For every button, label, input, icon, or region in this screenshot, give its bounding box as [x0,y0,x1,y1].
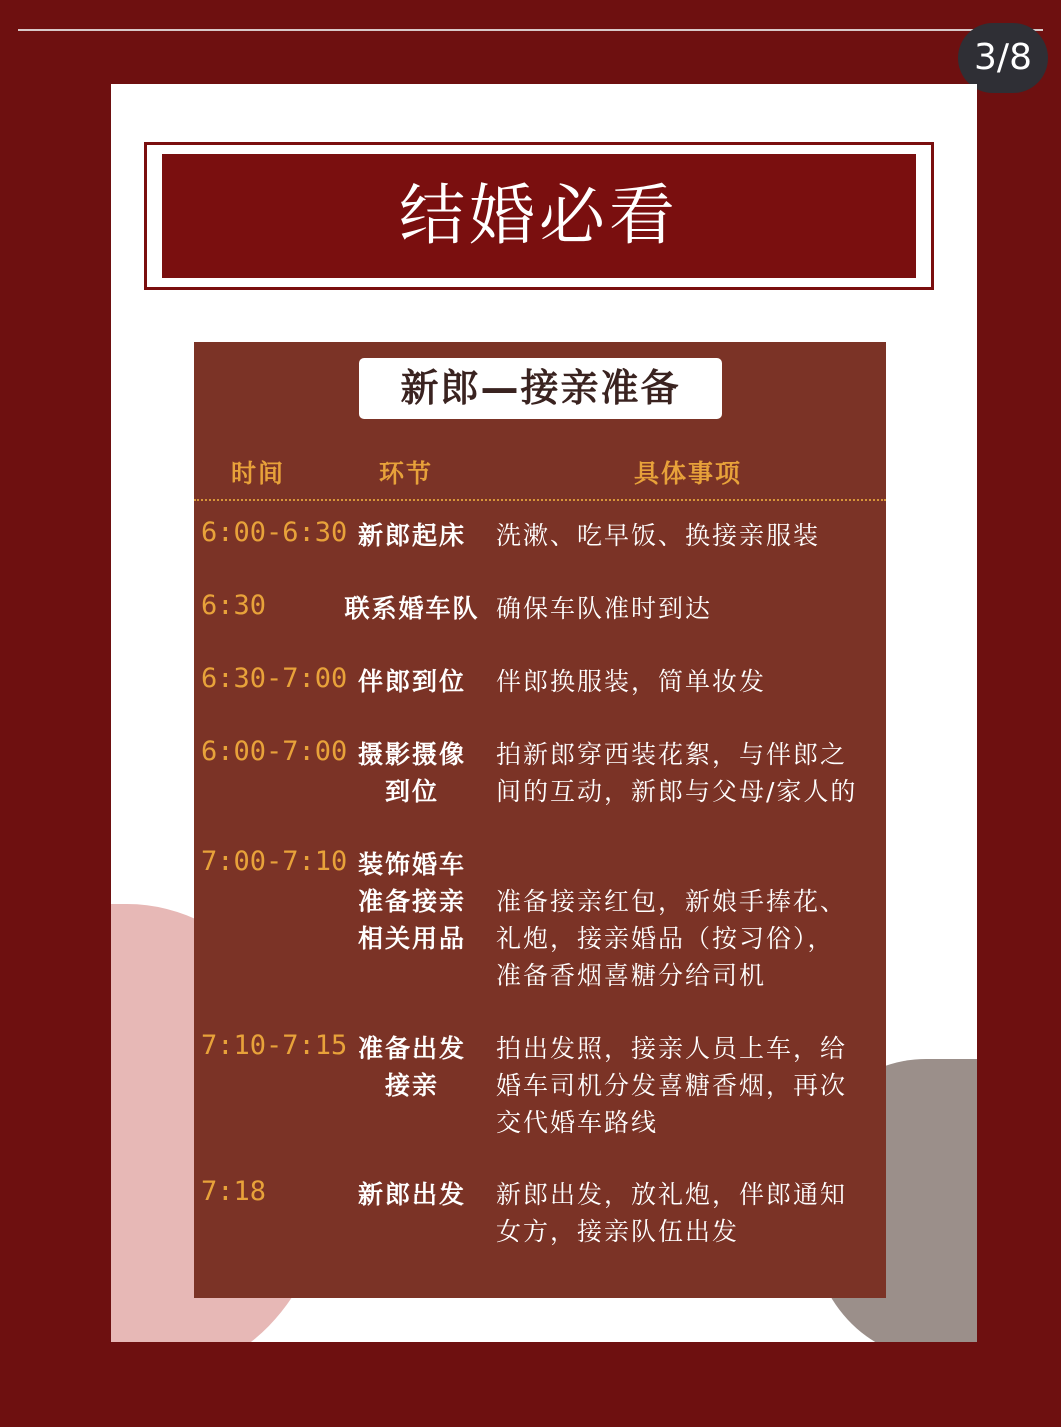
row-step: 装饰婚车 准备接亲 相关用品 [357,850,466,953]
title-banner [144,142,934,290]
header-divider [194,499,886,501]
row-detail: 确保车队准时到达 [496,594,713,623]
row-detail: 准备接亲红包，新娘手捧花、 礼炮，接亲婚品（按习俗）， 准备香烟喜糖分给司机 [496,887,848,990]
row-detail: 新郎出发，放礼炮，伴郎通知 女方，接亲队伍出发 [496,1180,848,1246]
row-time: 7:18 [201,1176,267,1207]
row-step: 新郎出发 [357,1180,466,1209]
page-title: 结婚必看 [162,154,916,278]
column-header-step: 环节 [379,459,434,488]
row-step: 新郎起床 [357,521,466,550]
row-time: 6:00-6:30 [201,517,348,548]
schedule-panel [194,342,886,1298]
schedule-heading: 新郎—接亲准备 [359,358,722,419]
column-header-detail: 具体事项 [634,459,743,488]
poster-card [111,84,977,1342]
row-time: 6:00-7:00 [201,736,348,767]
row-detail: 伴郎换服装，简单妆发 [496,667,767,696]
row-time: 6:30-7:00 [201,663,348,694]
row-detail: 洗漱、吃早饭、换接亲服装 [496,521,821,550]
top-divider [18,29,1043,31]
row-time: 7:00-7:10 [201,846,348,877]
row-step: 准备出发 接亲 [357,1034,466,1100]
row-step: 摄影摄像 到位 [357,740,466,806]
page-counter-badge: 3/8 [958,23,1048,93]
column-header-time: 时间 [231,459,286,488]
row-detail: 拍新郎穿西装花絮，与伴郎之 间的互动，新郎与父母/家人的 [496,740,858,806]
row-step: 伴郎到位 [357,667,466,696]
row-time: 6:30 [201,590,267,621]
row-step: 联系婚车队 [344,594,480,623]
row-time: 7:10-7:15 [201,1030,348,1061]
row-detail: 拍出发照，接亲人员上车，给 婚车司机分发喜糖香烟，再次 交代婚车路线 [496,1034,848,1137]
